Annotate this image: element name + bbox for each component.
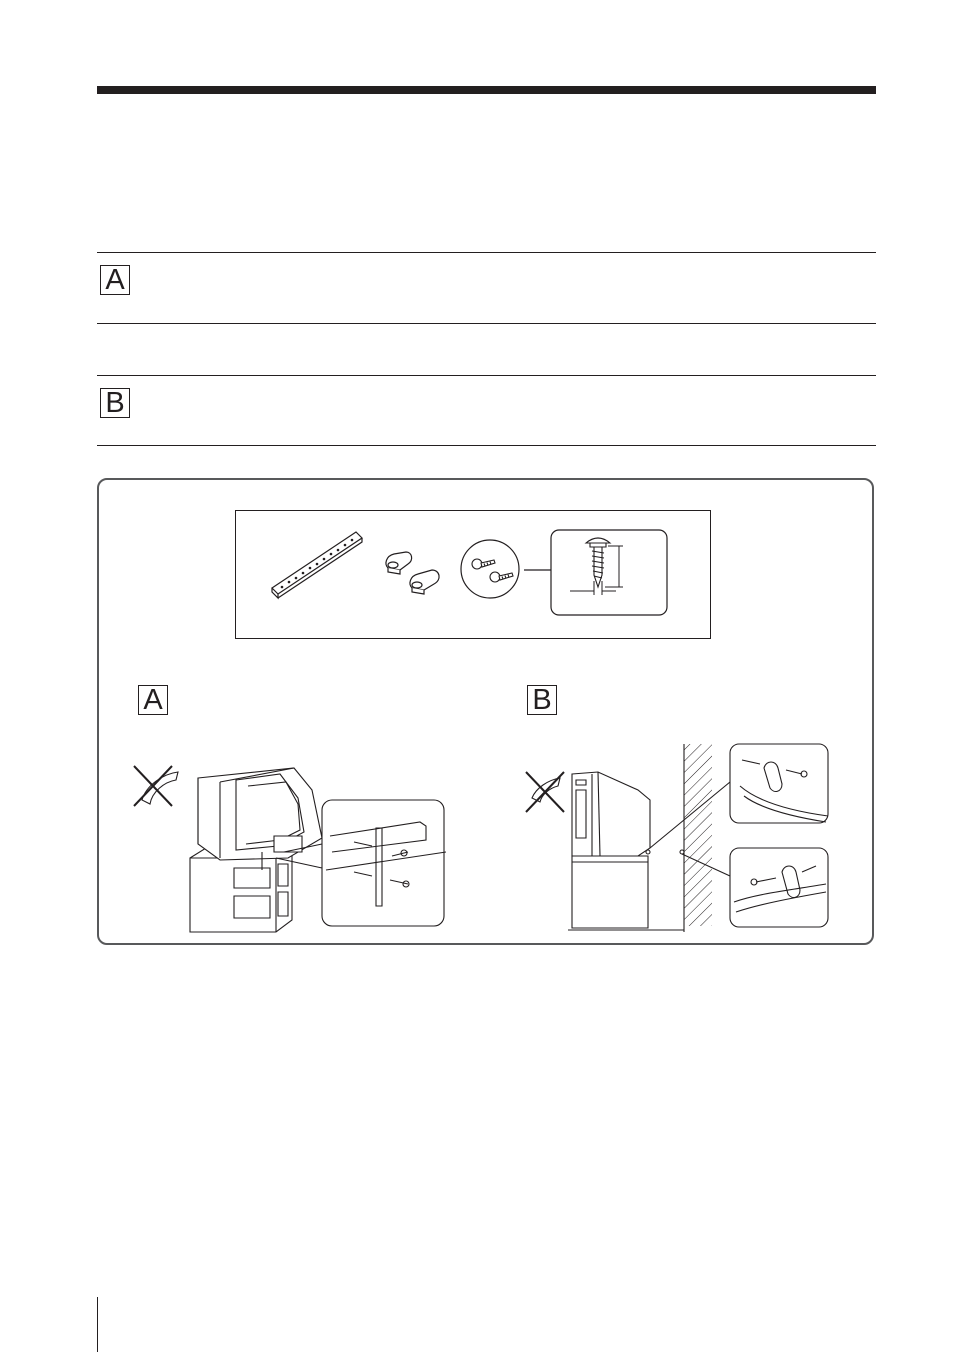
section-b-bottom-rule	[97, 445, 876, 446]
screws-icon	[460, 538, 524, 602]
callout-line	[524, 569, 552, 573]
section-b-top-rule	[97, 375, 876, 376]
section-a-top-rule	[97, 252, 876, 253]
page-margin-rule	[97, 1297, 98, 1352]
header-rule	[97, 86, 876, 94]
panel-b-tv-to-wall-illustration	[520, 744, 832, 932]
panel-a-tv-on-stand-illustration	[128, 760, 448, 930]
section-a-bottom-rule	[97, 323, 876, 324]
section-b-marker: B	[100, 388, 130, 418]
clamp-icon	[382, 548, 448, 594]
panel-b-label: B	[527, 685, 557, 715]
section-a-marker: A	[100, 265, 130, 295]
panel-a-label: A	[138, 685, 168, 715]
screw-detail-icon	[550, 529, 668, 617]
stand-belt-icon	[268, 528, 368, 600]
